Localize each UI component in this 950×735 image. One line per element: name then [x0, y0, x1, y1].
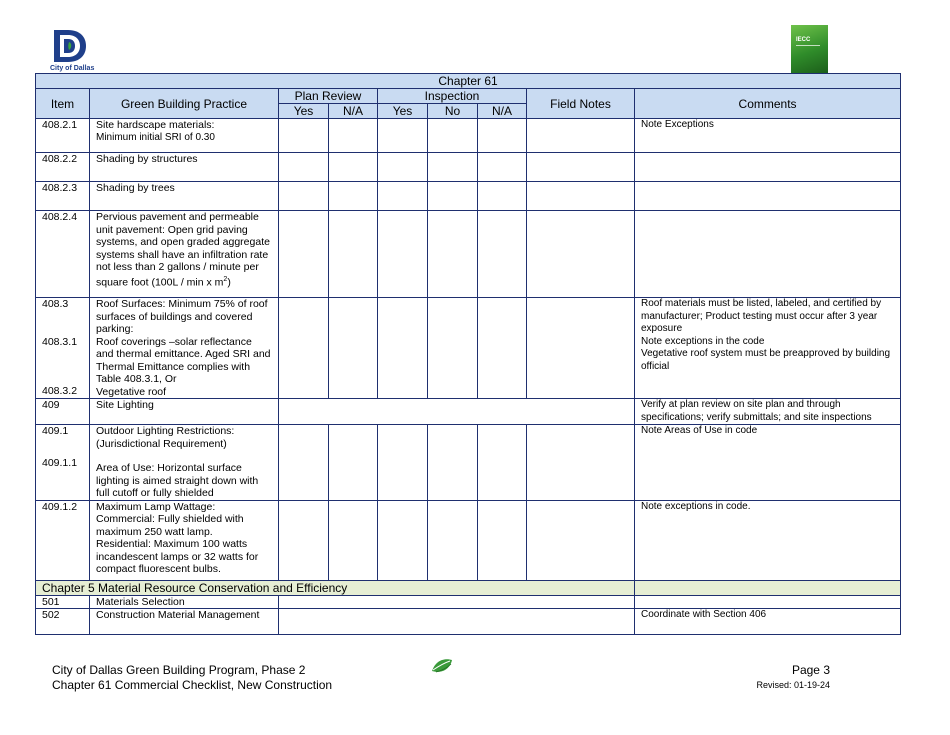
field-notes-cell[interactable] [527, 153, 635, 182]
check-cell[interactable] [428, 425, 478, 501]
check-cell[interactable] [378, 119, 428, 153]
practice-subline: Minimum initial SRI of 0.30 [96, 131, 215, 143]
revised-date: Revised: 01-19-24 [756, 680, 830, 690]
check-cell[interactable] [428, 500, 478, 580]
col-header-practice: Green Building Practice [90, 89, 279, 119]
field-notes-cell[interactable] [527, 119, 635, 153]
practice-text: Site Lighting [90, 399, 279, 425]
practice-text: Shading by trees [90, 182, 279, 211]
check-cell[interactable] [478, 298, 527, 399]
check-cell[interactable] [329, 500, 378, 580]
table-row [36, 182, 901, 211]
table-row [36, 399, 901, 425]
practice-text [90, 425, 279, 501]
check-cell[interactable] [279, 153, 329, 182]
practice-line: Pervious pavement and permeable unit pavement: Open grid paving systems, and open graded aggregate systems shall have an infiltration rate not less than 2 gallons / minute per square foot (100L / min x m [96, 211, 270, 288]
practice-text: Construction Material Management [90, 609, 279, 635]
practice-line: Residential: Maximum 100 watts incandescent lamps or 32 watts for compact fluorescent bulbs. [96, 538, 259, 575]
logo-rule [796, 45, 820, 46]
table-row [36, 425, 901, 501]
table-row [36, 211, 901, 298]
check-cell[interactable] [378, 153, 428, 182]
field-notes-cell[interactable] [527, 182, 635, 211]
table-row [36, 119, 901, 153]
check-cell[interactable] [428, 211, 478, 298]
check-cell[interactable] [279, 425, 329, 501]
checklist-table [35, 73, 901, 635]
col-header-item: Item [36, 89, 90, 119]
section-header-row [36, 580, 901, 595]
practice-line: Site hardscape materials: [96, 119, 215, 131]
check-cell[interactable] [279, 182, 329, 211]
subheader-plan-na: N/A [329, 104, 378, 119]
merged-blank-cell [279, 399, 635, 425]
col-header-plan-review: Plan Review [279, 89, 378, 104]
check-cell[interactable] [329, 119, 378, 153]
item-number-group [36, 425, 90, 501]
check-cell[interactable] [378, 211, 428, 298]
check-cell[interactable] [428, 298, 478, 399]
practice-line: Roof Surfaces: Minimum 75% of roof surfaces of buildings and covered parking: [96, 298, 268, 335]
section-title: Chapter 5 Material Resource Conservation and Efficiency [36, 580, 635, 595]
item-number: 408.2.3 [36, 182, 90, 211]
check-cell[interactable] [279, 211, 329, 298]
item-number: 409.1.1 [42, 456, 78, 469]
subheader-plan-yes: Yes [279, 104, 329, 119]
col-header-field-notes: Field Notes [527, 89, 635, 119]
comment-cell[interactable] [635, 153, 901, 182]
check-cell[interactable] [378, 500, 428, 580]
practice-line: Vegetative roof [96, 385, 167, 398]
table-row [36, 595, 901, 609]
check-cell[interactable] [478, 211, 527, 298]
leaf-icon [430, 657, 454, 675]
logo-left-caption: City of Dallas [50, 65, 95, 72]
practice-line: Area of Use: Horizontal surface lighting is aimed straight down with full cutoff or fully shielded [96, 462, 259, 499]
comment-line: Roof materials must be listed, labeled, and certified by manufacturer; Product testing must occur after 3 year exposure [641, 298, 882, 334]
field-notes-cell[interactable] [527, 298, 635, 399]
iecc-code-book-logo [791, 25, 828, 73]
merged-blank-cell [279, 609, 635, 635]
check-cell[interactable] [279, 119, 329, 153]
check-cell[interactable] [279, 500, 329, 580]
practice-text [90, 298, 279, 399]
item-number: 408.3 [42, 298, 69, 310]
comment-text: Verify at plan review on site plan and through specifications; verify submittals; and site inspections [635, 399, 901, 425]
footer-right [700, 663, 830, 693]
check-cell[interactable] [378, 298, 428, 399]
col-header-inspection: Inspection [378, 89, 527, 104]
check-cell[interactable] [329, 211, 378, 298]
comment-text: Coordinate with Section 406 [635, 609, 901, 635]
page-number: Page 3 [791, 663, 830, 677]
check-cell[interactable] [329, 425, 378, 501]
item-number: 408.2.4 [36, 211, 90, 298]
practice-line: Outdoor Lighting Restrictions: (Jurisdictional Requirement) [96, 425, 235, 450]
check-cell[interactable] [428, 119, 478, 153]
item-number: 502 [36, 609, 90, 635]
comment-text: Note exceptions in code. [635, 500, 901, 580]
footer-checklist-title: Chapter 61 Commercial Checklist, New Construction [52, 678, 333, 692]
table-row [36, 298, 901, 399]
comment-cell[interactable] [635, 595, 901, 609]
footer-left [52, 663, 332, 693]
field-notes-cell[interactable] [527, 425, 635, 501]
practice-text [90, 500, 279, 580]
comment-text [635, 298, 901, 399]
dallas-d-icon [50, 28, 90, 64]
comment-text: Note Exceptions [635, 119, 901, 153]
subheader-insp-yes: Yes [378, 104, 428, 119]
check-cell[interactable] [378, 182, 428, 211]
item-number: 408.3.2 [42, 385, 78, 397]
check-cell[interactable] [428, 182, 478, 211]
item-number: 408.3.1 [42, 335, 78, 348]
table-row [36, 500, 901, 580]
table-row [36, 153, 901, 182]
footer-program-title: City of Dallas Green Building Program, Phase 2 [52, 663, 306, 677]
practice-line-end: ) [227, 276, 231, 288]
superscript: 2 [223, 275, 228, 283]
comment-text: Note Areas of Use in code [635, 425, 901, 501]
subheader-insp-no: No [428, 104, 478, 119]
item-number: 408.2.2 [36, 153, 90, 182]
practice-line: Roof coverings –solar reflectance and thermal emittance. Aged SRI and Thermal Emittance complies with Table 408.3.1, Or [96, 335, 271, 385]
comment-cell[interactable] [635, 211, 901, 298]
comment-line: Note exceptions in the code [641, 335, 765, 347]
comment-cell[interactable] [635, 182, 901, 211]
practice-text: Shading by structures [90, 153, 279, 182]
city-of-dallas-logo [50, 28, 102, 74]
comment-line: Vegetative roof system must be preapproved by building official [641, 348, 891, 372]
logo-right-caption: IECC [796, 37, 811, 43]
practice-text [90, 119, 279, 153]
merged-blank-cell [279, 595, 635, 609]
col-header-comments: Comments [635, 89, 901, 119]
subheader-insp-na: N/A [478, 104, 527, 119]
check-cell[interactable] [329, 298, 378, 399]
check-cell[interactable] [478, 500, 527, 580]
item-number-group [36, 298, 90, 399]
practice-line: Commercial: Fully shielded with maximum 250 watt lamp. [96, 513, 244, 538]
field-notes-cell[interactable] [527, 500, 635, 580]
check-cell[interactable] [478, 153, 527, 182]
check-cell[interactable] [478, 182, 527, 211]
check-cell[interactable] [478, 425, 527, 501]
item-number: 501 [36, 595, 90, 609]
section-blank-cell [635, 580, 901, 595]
check-cell[interactable] [279, 298, 329, 399]
chapter-title: Chapter 61 [36, 74, 901, 89]
check-cell[interactable] [329, 182, 378, 211]
check-cell[interactable] [478, 119, 527, 153]
item-number: 409 [36, 399, 90, 425]
table-row [36, 609, 901, 635]
check-cell[interactable] [378, 425, 428, 501]
item-number: 409.1.2 [36, 500, 90, 580]
practice-text [90, 211, 279, 298]
field-notes-cell[interactable] [527, 211, 635, 298]
practice-line: Maximum Lamp Wattage: [96, 500, 216, 513]
check-cell[interactable] [329, 153, 378, 182]
check-cell[interactable] [428, 153, 478, 182]
item-number: 409.1 [42, 425, 69, 437]
practice-text: Materials Selection [90, 595, 279, 609]
item-number: 408.2.1 [36, 119, 90, 153]
